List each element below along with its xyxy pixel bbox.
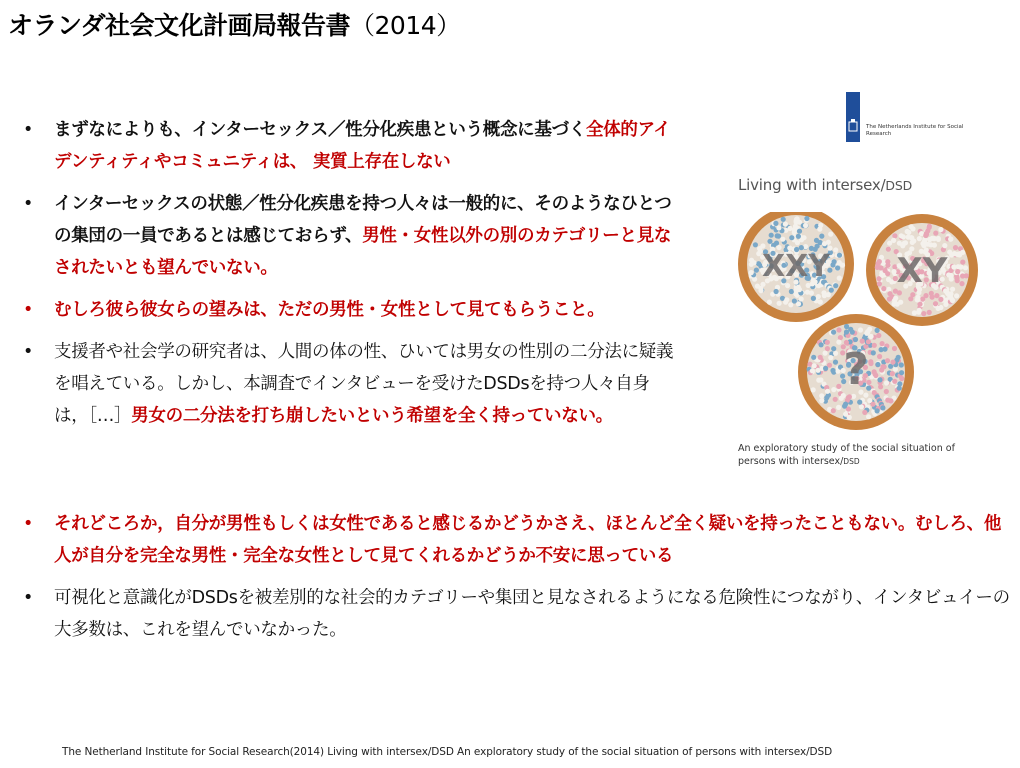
slide-title — [8, 6, 461, 42]
bullet-dot: • — [22, 588, 34, 608]
cookie-label: ? — [843, 344, 869, 395]
cookie-1 — [738, 212, 854, 322]
citation-footer: The Netherland Institute for Social Research(2014) Living with intersex/DSD An exploratory study of the social situation of persons with intersex/DSD — [62, 746, 833, 758]
bullet-text: まずなによりも、インターセックス／性分化疾患という概念に基づく — [54, 120, 586, 140]
cookie-3 — [798, 314, 914, 430]
bullet-list-left — [22, 114, 682, 442]
bullet-dot: • — [22, 120, 34, 140]
bullet-dot: • — [22, 300, 34, 320]
bullet-item — [22, 508, 1012, 572]
slide-title-main: オランダ社会文化計画局報告書 — [8, 11, 351, 40]
bullet-text: 可視化と意識化がDSDsを被差別的な社会的カテゴリーや集団と見なされるようになる危険性につながり、インタビュイーの大多数は、これを望んでいなかった。 — [54, 588, 1010, 640]
bullet-dot: • — [22, 342, 34, 362]
cookies-illustration — [730, 212, 982, 442]
bullet-item — [22, 336, 682, 432]
institute-logo — [846, 92, 860, 142]
cookie-label: XXY — [762, 249, 830, 284]
bullet-item — [22, 114, 682, 178]
bullet-item — [22, 582, 1012, 646]
cover-caption-dsd: DSD — [843, 457, 860, 466]
bullet-text: 支援者や社会学の研究者は、人間の体の性、ひいては男女の性別の二分法に疑義を唱えている。しかし、本調査でインタビューを受けたDSDsを持つ人々自身は，［…］ — [54, 342, 674, 426]
cover-caption-main: An exploratory study of the social situation of persons with intersex/ — [738, 443, 955, 467]
cover-caption — [738, 442, 982, 468]
emphasis-text: 男性・女性以外の別のカテゴリーと見なされたいとも望んでいない。 — [54, 226, 672, 278]
emphasis-text: むしろ彼ら彼女らの望みは、ただの男性・女性として見てもらうこと。 — [54, 300, 605, 320]
emphasis-text: 男女の二分法を打ち崩したいという希望を全く持っていない。 — [131, 406, 613, 426]
crest-icon — [846, 92, 860, 142]
cover-title — [738, 176, 912, 194]
cover-title-main: Living with intersex/ — [738, 176, 886, 194]
emphasis-text: 全体的アイデンティティやコミュニティは、 実質上存在しない — [54, 120, 671, 172]
cover-title-dsd: DSD — [885, 178, 913, 193]
cookie-2 — [866, 214, 978, 326]
institute-name: The Netherlands Institute for Social Research — [866, 124, 964, 137]
bullet-text: インターセックスの状態／性分化疾患を持つ人々は一般的に、そのようなひとつの集団の一員であるとは感じておらず、 — [54, 194, 672, 246]
bullet-item — [22, 188, 682, 284]
bullet-list-wide — [22, 508, 1012, 656]
bullet-dot: • — [22, 514, 34, 534]
bullet-dot: • — [22, 194, 34, 214]
book-cover — [730, 88, 982, 470]
slide-title-year: （2014） — [350, 11, 461, 40]
emphasis-text: それどころか，自分が男性もしくは女性であると感じるかどうかさえ、ほとんど全く疑いを持ったこともない。むしろ、他人が自分を完全な男性・完全な女性として見てくれるかどうか不安に思っている — [54, 514, 1002, 566]
bullet-item — [22, 294, 682, 326]
cookie-label: XY — [896, 251, 948, 291]
